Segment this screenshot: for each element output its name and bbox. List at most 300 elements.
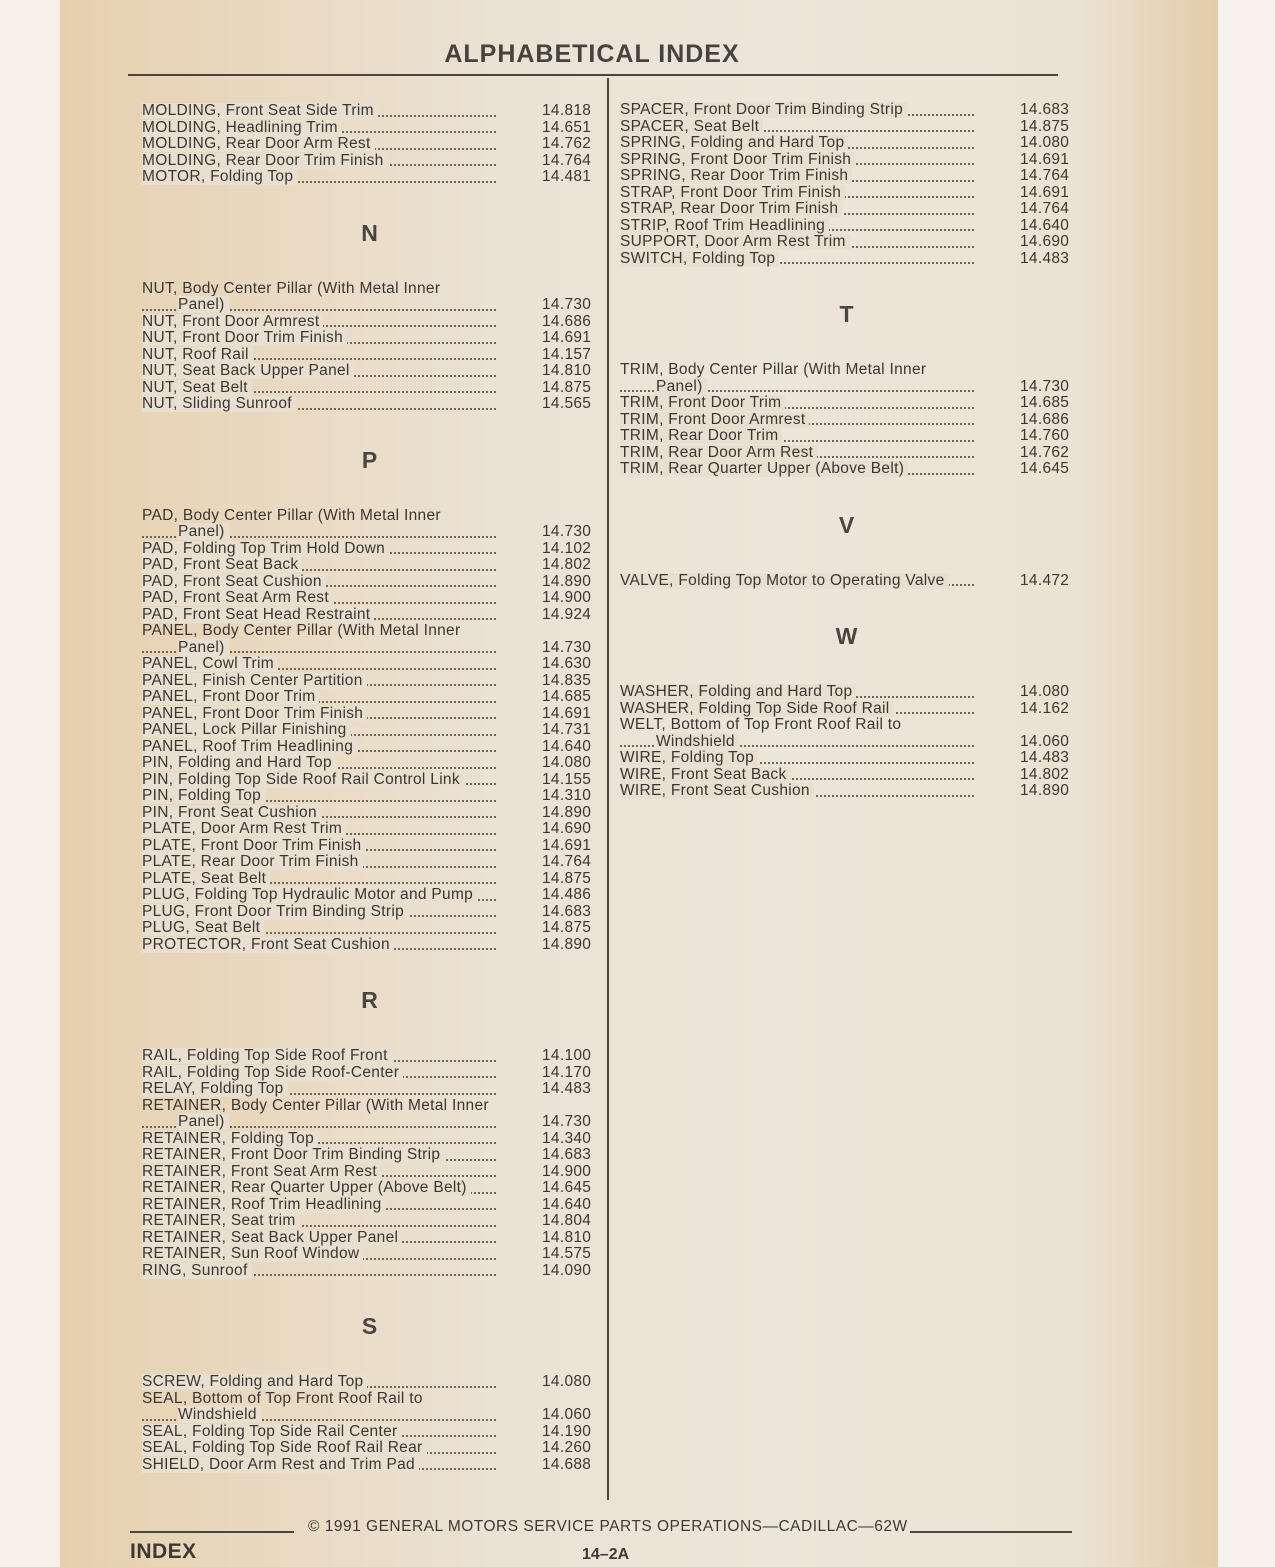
index-entry bbox=[142, 103, 597, 120]
index-entry bbox=[142, 120, 597, 137]
index-entry bbox=[142, 1213, 597, 1230]
entry-label bbox=[142, 347, 498, 364]
index-entry bbox=[142, 590, 597, 607]
index-entry bbox=[142, 1391, 597, 1424]
entry-page-number: 14.764 bbox=[542, 151, 592, 169]
entry-page-number: 14.645 bbox=[542, 1179, 592, 1196]
entry-label-continuation-text: Panel) bbox=[178, 1113, 229, 1130]
entry-label-text: RETAINER, Seat trim bbox=[142, 1213, 300, 1229]
entry-page-number: 14.810 bbox=[542, 1228, 592, 1246]
entry-page-number: 14.730 bbox=[1020, 377, 1070, 395]
entry-label bbox=[142, 1048, 498, 1065]
entry-label bbox=[142, 169, 498, 186]
entry-page-number: 14.483 bbox=[542, 1080, 592, 1097]
entry-page-number: 14.875 bbox=[542, 919, 592, 936]
entry-label bbox=[142, 1164, 498, 1181]
section-spacer bbox=[620, 589, 1073, 623]
index-entry bbox=[142, 347, 597, 364]
entry-label-text: TRIM, Body Center Pillar (With Metal Inner bbox=[620, 362, 927, 378]
entry-label bbox=[142, 363, 498, 380]
entry-label bbox=[142, 1457, 498, 1474]
index-entry bbox=[142, 722, 597, 739]
entry-page-number: 14.190 bbox=[542, 1422, 592, 1440]
entry-page-number: 14.875 bbox=[542, 869, 592, 887]
entry-label-text: PANEL, Front Door Trim bbox=[142, 689, 319, 705]
index-entry bbox=[142, 1440, 597, 1457]
section-spacer bbox=[620, 267, 1073, 301]
entry-label bbox=[142, 920, 498, 937]
entry-label bbox=[142, 153, 498, 170]
index-entry bbox=[142, 1048, 597, 1065]
entry-page-number: 14.690 bbox=[542, 820, 592, 837]
entry-label-text: PAD, Front Seat Back bbox=[142, 557, 302, 573]
index-entry bbox=[142, 623, 597, 656]
entry-page-number: 14.640 bbox=[542, 737, 592, 755]
entry-label bbox=[142, 689, 498, 706]
entry-page-number: 14.875 bbox=[542, 378, 592, 396]
entry-page-number: 14.481 bbox=[542, 168, 592, 185]
entry-page-number: 14.080 bbox=[1020, 683, 1070, 700]
footer-rule-left bbox=[130, 1531, 294, 1533]
index-entry bbox=[620, 234, 1073, 251]
entry-label bbox=[142, 541, 498, 558]
entry-label bbox=[142, 1213, 498, 1230]
entry-label bbox=[142, 755, 498, 772]
entry-label-text: PLUG, Folding Top Hydraulic Motor and Pump bbox=[142, 887, 477, 903]
entry-page-number: 14.155 bbox=[542, 770, 592, 788]
index-entry bbox=[142, 706, 597, 723]
entry-page-number: 14.340 bbox=[542, 1129, 592, 1147]
index-entry bbox=[142, 1263, 597, 1280]
entry-label bbox=[142, 887, 498, 904]
entry-label-text: TRIM, Rear Door Arm Rest bbox=[620, 445, 817, 461]
entry-label-text: SEAL, Folding Top Side Rail Center bbox=[142, 1424, 401, 1440]
entry-page-number: 14.730 bbox=[542, 523, 592, 540]
entry-label bbox=[620, 783, 976, 800]
entry-label-text: SCREW, Folding and Hard Top bbox=[142, 1374, 367, 1390]
entry-page-number: 14.683 bbox=[1020, 101, 1070, 118]
entry-page-number: 14.730 bbox=[542, 638, 592, 656]
entry-label-text: NUT, Seat Belt bbox=[142, 380, 252, 396]
index-entry bbox=[142, 656, 597, 673]
entry-page-number: 14.483 bbox=[1020, 249, 1070, 267]
entry-label bbox=[142, 1246, 498, 1263]
footer-copyright: © 1991 GENERAL MOTORS SERVICE PARTS OPERATIONS—CADILLAC—62W bbox=[308, 1518, 908, 1535]
entry-label-text: RAIL, Folding Top Side Roof Front bbox=[142, 1048, 392, 1064]
index-entry bbox=[142, 1197, 597, 1214]
entry-label bbox=[142, 330, 498, 347]
entry-label-text: RETAINER, Sun Roof Window bbox=[142, 1246, 363, 1262]
entry-label-continuation bbox=[142, 1114, 498, 1131]
index-entry bbox=[620, 445, 1073, 462]
entry-label-text: MOLDING, Rear Door Trim Finish bbox=[142, 153, 388, 169]
entry-label-text: PANEL, Finish Center Partition bbox=[142, 673, 367, 689]
index-entry bbox=[620, 573, 1073, 590]
entry-page-number: 14.080 bbox=[1020, 134, 1070, 151]
entry-label bbox=[620, 461, 976, 478]
entry-label-text: WIRE, Front Seat Cushion bbox=[620, 783, 814, 799]
index-entry bbox=[142, 314, 597, 331]
index-entry bbox=[620, 767, 1073, 784]
entry-label bbox=[142, 557, 498, 574]
entry-label bbox=[142, 1230, 498, 1247]
entry-label-text: NUT, Roof Rail bbox=[142, 347, 253, 363]
entry-label-text: MOTOR, Folding Top bbox=[142, 169, 297, 185]
entry-label-text: PIN, Folding Top Side Roof Rail Control Link bbox=[142, 772, 464, 788]
entry-page-number: 14.764 bbox=[1020, 200, 1070, 217]
entry-label bbox=[142, 1374, 498, 1391]
entry-label bbox=[142, 590, 498, 607]
entry-label-text: SPRING, Rear Door Trim Finish bbox=[620, 168, 852, 184]
entry-label bbox=[142, 1440, 498, 1457]
entry-label-continuation bbox=[142, 524, 498, 541]
entry-label-text: VALVE, Folding Top Motor to Operating Valve bbox=[620, 573, 949, 589]
entry-label bbox=[142, 1065, 498, 1082]
entry-label-text: PLATE, Seat Belt bbox=[142, 871, 270, 887]
index-entry bbox=[142, 508, 597, 541]
index-entry bbox=[142, 1065, 597, 1082]
entry-label-text: PIN, Front Seat Cushion bbox=[142, 805, 321, 821]
entry-label-text: PANEL, Lock Pillar Finishing bbox=[142, 722, 351, 738]
entry-page-number: 14.686 bbox=[542, 312, 592, 330]
entry-page-number: 14.090 bbox=[542, 1261, 592, 1279]
entry-page-number: 14.575 bbox=[542, 1245, 592, 1262]
entry-label bbox=[142, 380, 498, 397]
entry-label bbox=[142, 1147, 498, 1164]
entry-label-text: SPACER, Seat Belt bbox=[620, 119, 763, 135]
entry-label-continuation bbox=[620, 734, 976, 751]
entry-page-number: 14.686 bbox=[1020, 410, 1070, 428]
index-entry bbox=[142, 755, 597, 772]
entry-label-text: SPRING, Front Door Trim Finish bbox=[620, 152, 855, 168]
entry-label bbox=[142, 1263, 498, 1280]
entry-page-number: 14.483 bbox=[1020, 749, 1070, 766]
entry-label-text: WELT, Bottom of Top Front Roof Rail to bbox=[620, 717, 902, 733]
entry-label-text: PAD, Body Center Pillar (With Metal Inner bbox=[142, 507, 441, 524]
entry-page-number: 14.924 bbox=[542, 605, 592, 623]
entry-label-text: PANEL, Roof Trim Headlining bbox=[142, 739, 357, 755]
entry-label bbox=[620, 102, 976, 119]
index-entry bbox=[142, 1131, 597, 1148]
entry-page-number: 14.764 bbox=[1020, 167, 1070, 184]
index-entry bbox=[142, 153, 597, 170]
left-index-column bbox=[142, 103, 597, 1473]
entry-label-text: PIN, Folding and Hard Top bbox=[142, 755, 336, 771]
entry-label-continuation-text: Windshield bbox=[656, 733, 739, 750]
entry-label-continuation-text: Panel) bbox=[178, 639, 229, 656]
page-margin bbox=[1218, 0, 1275, 1567]
entry-label-continuation bbox=[620, 379, 976, 396]
section-spacer bbox=[142, 413, 597, 447]
entry-page-number: 14.804 bbox=[542, 1212, 592, 1229]
entry-label bbox=[142, 937, 498, 954]
index-entry bbox=[620, 102, 1073, 119]
entry-label-text: NUT, Sliding Sunroof bbox=[142, 396, 296, 412]
entry-label bbox=[142, 722, 498, 739]
entry-label-continuation bbox=[142, 1407, 498, 1424]
entry-page-number: 14.565 bbox=[542, 395, 592, 412]
entry-label-text: PAD, Front Seat Head Restraint bbox=[142, 607, 374, 623]
index-entry bbox=[142, 904, 597, 921]
section-spacer bbox=[142, 1014, 597, 1048]
entry-label-text: WASHER, Folding Top Side Roof Rail bbox=[620, 701, 894, 717]
entry-label-continuation bbox=[142, 640, 498, 657]
index-entry bbox=[142, 673, 597, 690]
index-entry bbox=[142, 607, 597, 624]
index-entry bbox=[620, 783, 1073, 800]
entry-page-number: 14.640 bbox=[1020, 216, 1070, 234]
index-entry bbox=[142, 1081, 597, 1098]
column-divider bbox=[607, 78, 609, 1500]
entry-label bbox=[142, 136, 498, 153]
index-entry bbox=[620, 152, 1073, 169]
entry-page-number: 14.640 bbox=[542, 1195, 592, 1213]
index-entry bbox=[142, 1374, 597, 1391]
section-spacer bbox=[620, 650, 1073, 684]
section-letter: W bbox=[835, 623, 858, 649]
entry-label-text: WIRE, Front Seat Back bbox=[620, 767, 791, 783]
index-entry bbox=[142, 1164, 597, 1181]
entry-label bbox=[142, 396, 498, 413]
index-entry bbox=[142, 1424, 597, 1441]
entry-label bbox=[620, 218, 976, 235]
entry-page-number: 14.810 bbox=[542, 362, 592, 379]
entry-page-number: 14.835 bbox=[542, 671, 592, 689]
section-letter: P bbox=[361, 446, 378, 473]
entry-label bbox=[142, 673, 498, 690]
entry-label-text: RETAINER, Front Seat Arm Rest bbox=[142, 1164, 381, 1180]
index-entry bbox=[142, 788, 597, 805]
entry-label-text: RAIL, Folding Top Side Roof-Center bbox=[142, 1065, 403, 1081]
entry-label bbox=[620, 412, 976, 429]
entry-page-number: 14.060 bbox=[1020, 732, 1070, 750]
index-entry bbox=[142, 396, 597, 413]
entry-label-text: PANEL, Body Center Pillar (With Metal Inner bbox=[142, 623, 461, 639]
index-entry bbox=[142, 805, 597, 822]
entry-label bbox=[142, 1098, 498, 1131]
index-entry bbox=[142, 1230, 597, 1247]
entry-label-text: MOLDING, Front Seat Side Trim bbox=[142, 103, 378, 119]
entry-label bbox=[620, 684, 976, 701]
entry-page-number: 14.762 bbox=[542, 135, 592, 152]
index-entry bbox=[142, 363, 597, 380]
entry-page-number: 14.486 bbox=[542, 886, 592, 903]
entry-label-text: PAD, Front Seat Cushion bbox=[142, 574, 326, 590]
right-index-column bbox=[620, 102, 1073, 800]
entry-label bbox=[142, 871, 498, 888]
entry-label-text: PANEL, Front Door Trim Finish bbox=[142, 706, 367, 722]
entry-page-number: 14.818 bbox=[542, 102, 592, 119]
entry-label bbox=[620, 701, 976, 718]
index-entry bbox=[620, 168, 1073, 185]
entry-page-number: 14.162 bbox=[1020, 699, 1070, 717]
entry-label-text: RELAY, Folding Top bbox=[142, 1081, 288, 1097]
entry-page-number: 14.260 bbox=[542, 1439, 592, 1456]
index-entry bbox=[620, 412, 1073, 429]
entry-page-number: 14.102 bbox=[542, 539, 592, 557]
entry-page-number: 14.890 bbox=[1020, 782, 1070, 799]
entry-label bbox=[142, 103, 498, 120]
entry-label-text: RETAINER, Rear Quarter Upper (Above Belt) bbox=[142, 1180, 471, 1196]
section-spacer bbox=[620, 539, 1073, 573]
entry-label-text: PLATE, Rear Door Trim Finish bbox=[142, 854, 363, 870]
index-entry bbox=[142, 937, 597, 954]
entry-label bbox=[142, 739, 498, 756]
section-spacer bbox=[142, 1340, 597, 1374]
entry-label-text: MOLDING, Rear Door Arm Rest bbox=[142, 136, 375, 152]
entry-page-number: 14.691 bbox=[1020, 183, 1070, 201]
section-spacer bbox=[142, 247, 597, 281]
entry-label-text: PLUG, Front Door Trim Binding Strip bbox=[142, 904, 408, 920]
entry-label-text: SPRING, Folding and Hard Top bbox=[620, 135, 848, 151]
entry-label-text: RETAINER, Front Door Trim Binding Strip bbox=[142, 1147, 444, 1163]
entry-label-continuation-text: Windshield bbox=[178, 1406, 261, 1423]
entry-label bbox=[620, 362, 976, 395]
section-spacer bbox=[142, 953, 597, 987]
entry-label bbox=[620, 119, 976, 136]
section-label: INDEX bbox=[130, 1540, 197, 1563]
entry-label-text: PLATE, Door Arm Rest Trim bbox=[142, 821, 346, 837]
section-spacer bbox=[142, 474, 597, 508]
entry-label-text: PANEL, Cowl Trim bbox=[142, 656, 278, 672]
entry-page-number: 14.691 bbox=[542, 836, 592, 854]
entry-page-number: 14.760 bbox=[1020, 427, 1070, 444]
page-title: ALPHABETICAL INDEX bbox=[444, 40, 740, 68]
entry-page-number: 14.690 bbox=[1020, 233, 1070, 250]
index-entry bbox=[142, 871, 597, 888]
index-entry bbox=[142, 1098, 597, 1131]
entry-label-text: SUPPORT, Door Arm Rest Trim bbox=[620, 234, 850, 250]
index-entry bbox=[142, 330, 597, 347]
entry-label bbox=[620, 168, 976, 185]
entry-page-number: 14.691 bbox=[542, 704, 592, 722]
entry-label-text: PLATE, Front Door Trim Finish bbox=[142, 838, 365, 854]
entry-label-continuation bbox=[142, 297, 498, 314]
header-rule bbox=[128, 74, 1058, 76]
entry-label-text: PROTECTOR, Front Seat Cushion bbox=[142, 937, 394, 953]
index-entry bbox=[620, 701, 1073, 718]
section-letter: V bbox=[838, 511, 855, 538]
entry-label-text: NUT, Seat Back Upper Panel bbox=[142, 363, 354, 379]
entry-label-text: RETAINER, Seat Back Upper Panel bbox=[142, 1230, 402, 1246]
index-entry bbox=[620, 395, 1073, 412]
entry-label bbox=[620, 201, 976, 218]
entry-label bbox=[620, 185, 976, 202]
entry-label bbox=[142, 314, 498, 331]
index-entry bbox=[142, 1246, 597, 1263]
entry-label-text: SEAL, Bottom of Top Front Roof Rail to bbox=[142, 1390, 423, 1407]
entry-page-number: 14.900 bbox=[542, 589, 592, 606]
entry-label-text: TRIM, Front Door Trim bbox=[620, 395, 785, 411]
entry-label-text: MOLDING, Headlining Trim bbox=[142, 120, 342, 136]
entry-label-text: RETAINER, Roof Trim Headlining bbox=[142, 1197, 386, 1213]
index-entry bbox=[142, 281, 597, 314]
entry-label-text: SEAL, Folding Top Side Roof Rail Rear bbox=[142, 1440, 427, 1456]
index-entry bbox=[142, 574, 597, 591]
entry-page-number: 14.802 bbox=[542, 556, 592, 573]
entry-label bbox=[142, 607, 498, 624]
entry-page-number: 14.900 bbox=[542, 1162, 592, 1180]
entry-label bbox=[142, 904, 498, 921]
entry-label-text: STRAP, Front Door Trim Finish bbox=[620, 185, 845, 201]
entry-label bbox=[142, 120, 498, 137]
entry-label-text: RING, Sunroof bbox=[142, 1263, 252, 1279]
index-entry bbox=[142, 136, 597, 153]
entry-label-text: PLUG, Seat Belt bbox=[142, 920, 264, 936]
entry-page-number: 14.730 bbox=[542, 1113, 592, 1130]
index-entry bbox=[142, 1180, 597, 1197]
entry-label bbox=[142, 788, 498, 805]
entry-page-number: 14.060 bbox=[542, 1406, 592, 1423]
index-entry bbox=[620, 362, 1073, 395]
footer-rule-right bbox=[910, 1531, 1072, 1533]
entry-page-number: 14.890 bbox=[542, 935, 592, 953]
entry-label bbox=[620, 717, 976, 750]
entry-label bbox=[620, 251, 976, 268]
entry-label-text: TRIM, Rear Door Trim bbox=[620, 428, 782, 444]
index-entry bbox=[620, 684, 1073, 701]
entry-label-text: SWITCH, Folding Top bbox=[620, 251, 779, 267]
entry-page-number: 14.157 bbox=[542, 345, 592, 363]
entry-label-text: NUT, Front Door Armrest bbox=[142, 314, 323, 330]
entry-label bbox=[142, 854, 498, 871]
index-entry bbox=[142, 380, 597, 397]
entry-page-number: 14.683 bbox=[542, 1146, 592, 1163]
index-entry bbox=[142, 887, 597, 904]
entry-label-text: WIRE, Folding Top bbox=[620, 750, 758, 766]
index-entry bbox=[620, 750, 1073, 767]
index-entry bbox=[142, 838, 597, 855]
entry-page-number: 14.472 bbox=[1020, 571, 1070, 589]
entry-label bbox=[142, 1391, 498, 1424]
entry-page-number: 14.875 bbox=[1020, 117, 1070, 135]
entry-label bbox=[142, 623, 498, 656]
entry-label-text: TRIM, Front Door Armrest bbox=[620, 412, 809, 428]
section-spacer bbox=[620, 478, 1073, 512]
entry-label bbox=[142, 706, 498, 723]
entry-label bbox=[142, 574, 498, 591]
entry-page-number: 14.691 bbox=[542, 329, 592, 346]
entry-page-number: 14.310 bbox=[542, 787, 592, 804]
index-entry bbox=[620, 185, 1073, 202]
index-entry bbox=[142, 772, 597, 789]
entry-page-number: 14.651 bbox=[542, 118, 592, 136]
entry-page-number: 14.730 bbox=[542, 296, 592, 313]
entry-page-number: 14.731 bbox=[542, 721, 592, 738]
entry-label bbox=[142, 1197, 498, 1214]
entry-label-text: RETAINER, Folding Top bbox=[142, 1131, 318, 1147]
index-entry bbox=[142, 557, 597, 574]
index-entry bbox=[620, 218, 1073, 235]
section-letter: N bbox=[361, 219, 378, 246]
section-spacer bbox=[142, 1279, 597, 1313]
page-number: 14–2A bbox=[582, 1546, 630, 1563]
index-entry bbox=[142, 821, 597, 838]
section-letter: T bbox=[839, 301, 854, 327]
entry-label-text: PAD, Folding Top Trim Hold Down bbox=[142, 541, 389, 557]
entry-label bbox=[142, 805, 498, 822]
entry-label-text: RETAINER, Body Center Pillar (With Metal Inner bbox=[142, 1097, 489, 1114]
index-entry bbox=[620, 461, 1073, 478]
entry-label bbox=[142, 821, 498, 838]
entry-label bbox=[142, 1131, 498, 1148]
entry-label bbox=[142, 838, 498, 855]
entry-label bbox=[142, 281, 498, 314]
index-entry bbox=[142, 1147, 597, 1164]
index-entry bbox=[620, 428, 1073, 445]
entry-label-text: STRIP, Roof Trim Headlining bbox=[620, 218, 829, 234]
entry-page-number: 14.691 bbox=[1020, 150, 1070, 168]
